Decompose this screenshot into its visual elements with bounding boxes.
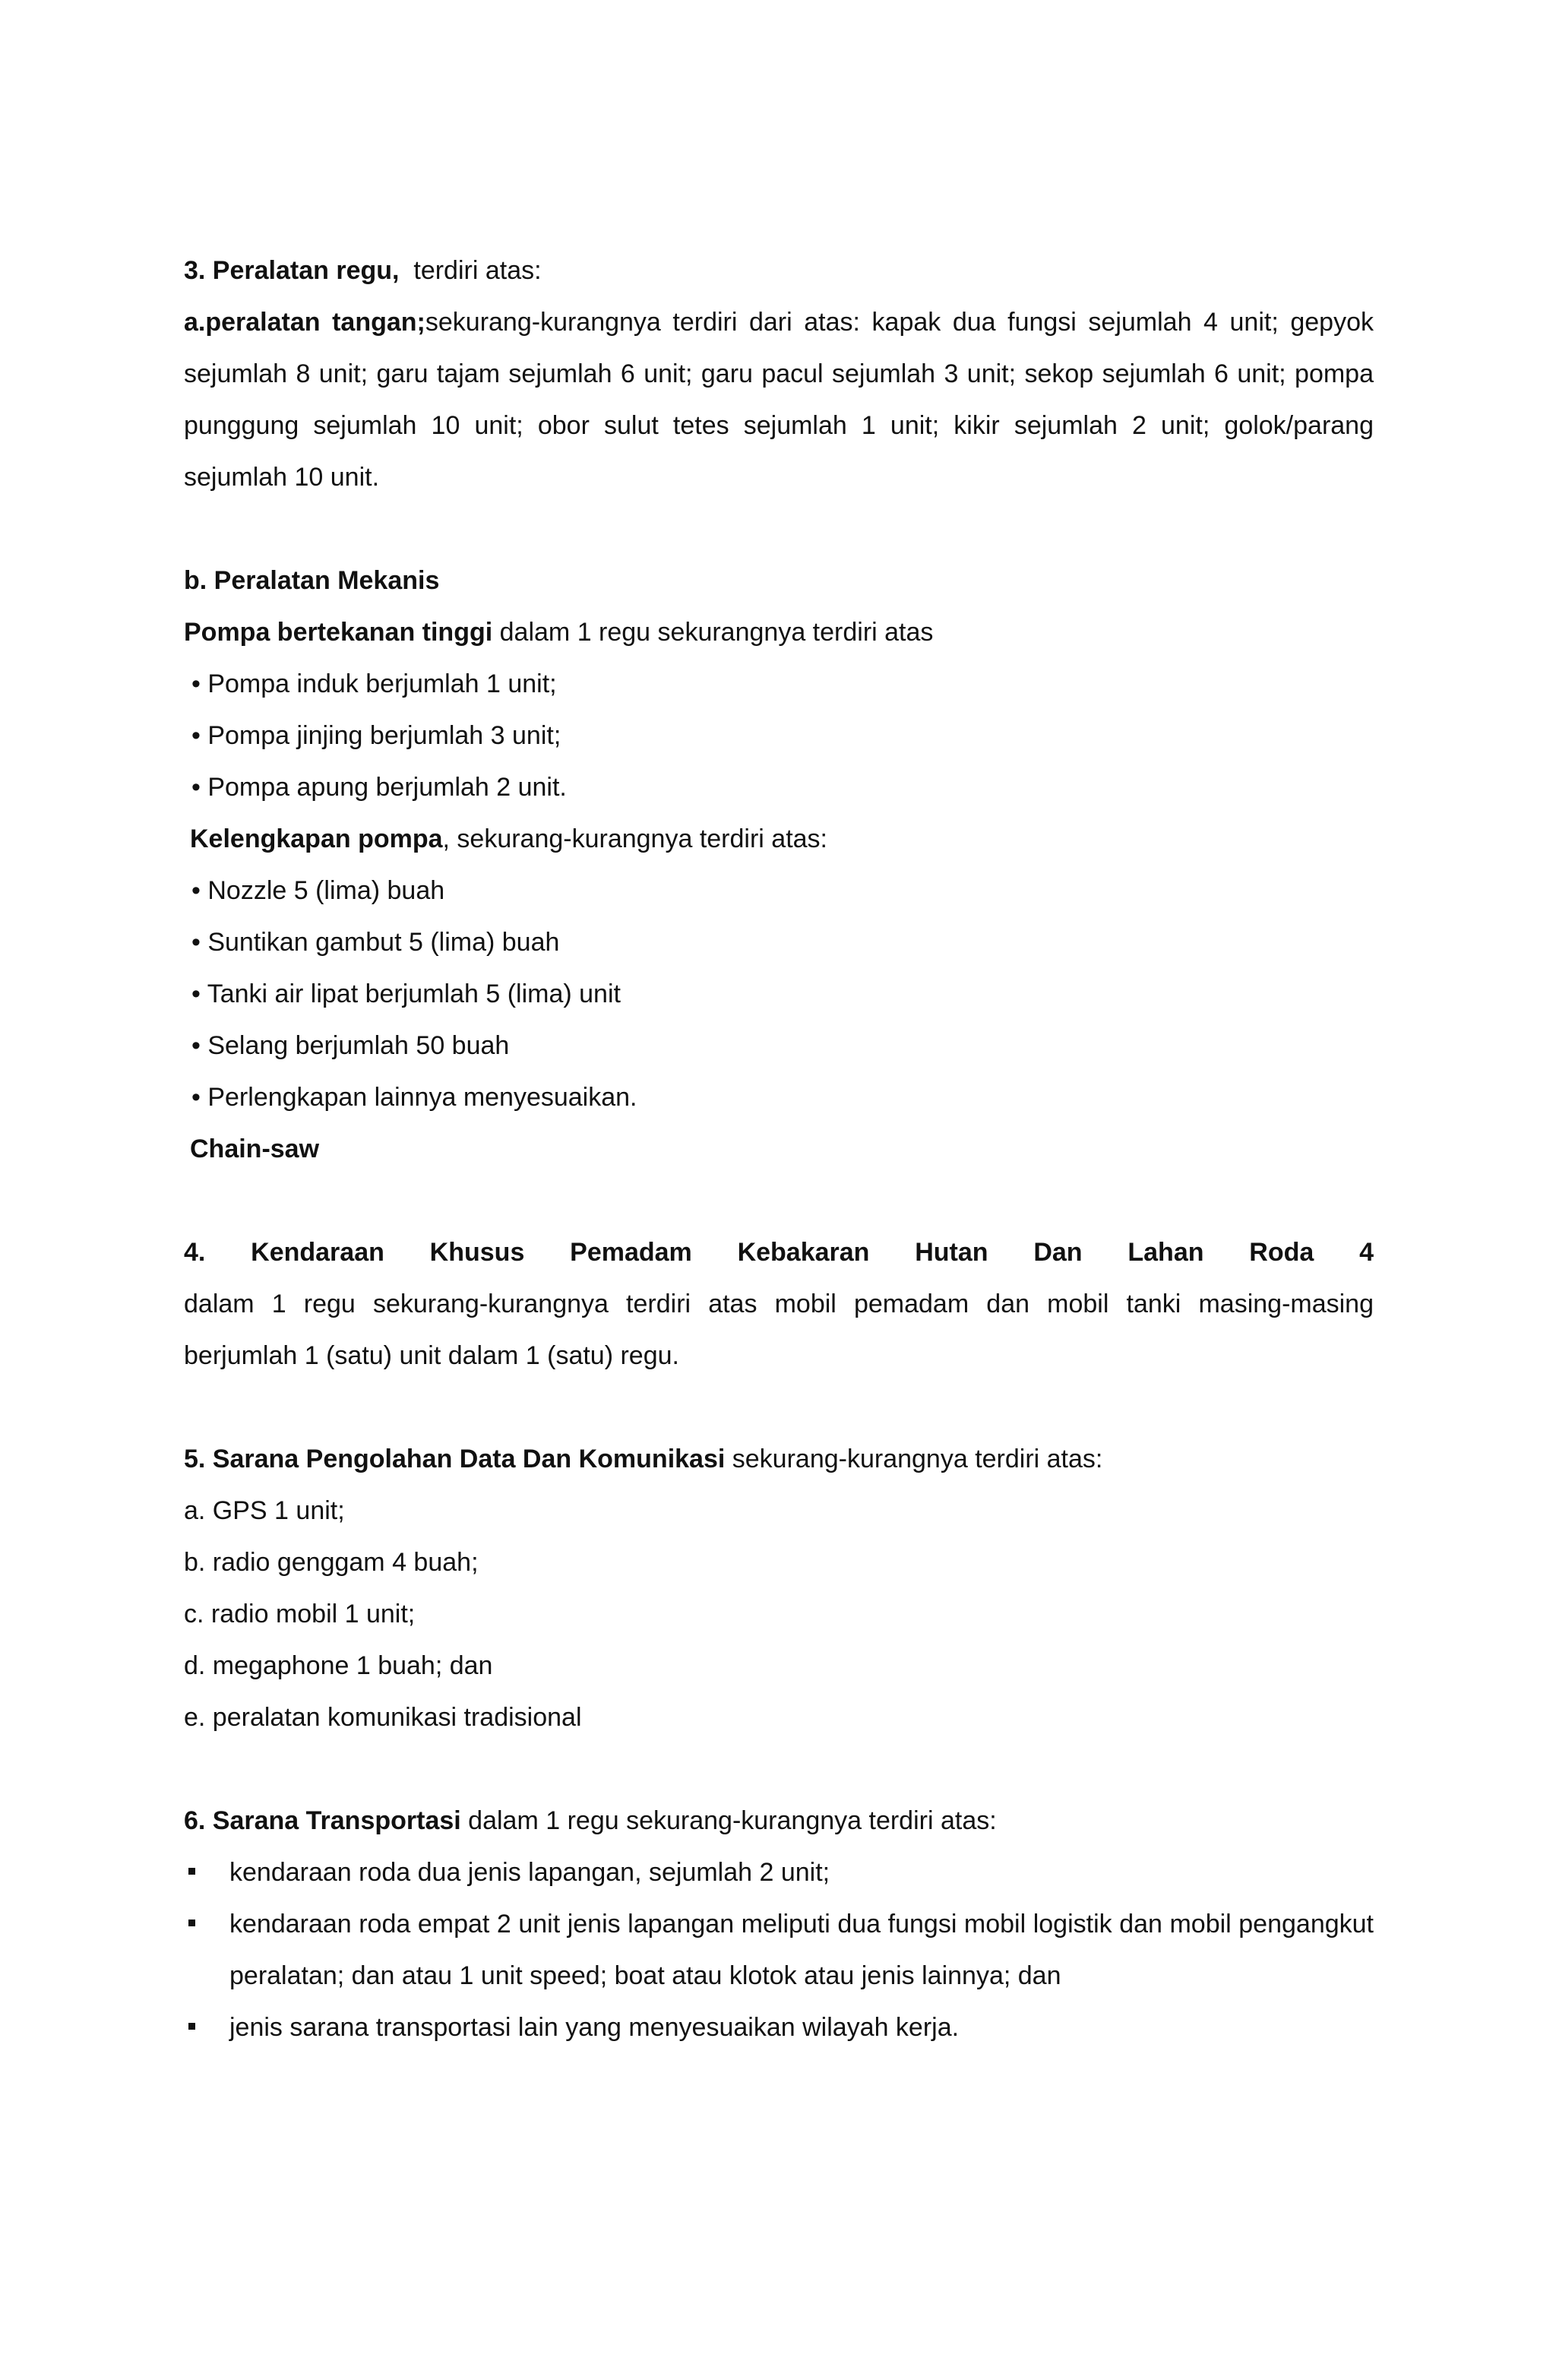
spacer	[184, 1175, 1374, 1226]
section-5-item: a. GPS 1 unit;	[184, 1496, 345, 1525]
section-6-item-text: kendaraan roda empat 2 unit jenis lapangan meliputi dua fungsi mobil logistik dan mobil pengangkut peralatan; dan atau 1 unit speed; boat atau klotok atau jenis lainnya; dan	[229, 1910, 1374, 1990]
kelengkapan-item: • Nozzle 5 (lima) buah	[191, 876, 445, 905]
section-5-heading-line	[184, 1433, 1374, 1485]
section-5-item: e. peralatan komunikasi tradisional	[184, 1703, 582, 1732]
section-3-heading-line	[184, 245, 1374, 296]
section-6-heading-rest: dalam 1 regu sekurang-kurangnya terdiri atas:	[460, 1806, 997, 1835]
pompa-item: • Pompa induk berjumlah 1 unit;	[191, 669, 557, 698]
section-5-heading: 5. Sarana Pengolahan Data Dan Komunikasi	[184, 1445, 726, 1473]
pompa-line	[184, 606, 1374, 658]
document-body	[184, 245, 1374, 2053]
section-3-heading-rest: terdiri atas:	[413, 256, 542, 285]
kelengkapan-item: • Tanki air lipat berjumlah 5 (lima) unit	[191, 980, 621, 1008]
square-bullet-icon	[188, 1920, 195, 1926]
section-3a-text: sekurang-kurangnya terdiri dari atas: kapak dua fungsi sejumlah 4 unit; gepyok sejumlah 8 unit; garu tajam sejumlah 6 unit; garu pacul sejumlah 3 unit; sekop sejumlah 6 unit; pompa punggung sejumlah 10 unit; obor sulut tetes sejumlah 1 unit; kikir sejumlah 2 unit; golok/parang sejumlah 10 unit.	[184, 308, 1374, 492]
kelengkapan-text: , sekurang-kurangnya terdiri atas:	[442, 824, 827, 853]
section-6-item	[184, 2002, 1374, 2053]
section-6-list	[184, 1847, 1374, 2053]
pompa-text: dalam 1 regu sekurangnya terdiri atas	[499, 618, 934, 647]
section-6-item-text: jenis sarana transportasi lain yang menyesuaikan wilayah kerja.	[229, 2013, 960, 2042]
section-4-text: dalam 1 regu sekurang-kurangnya terdiri atas mobil pemadam dan mobil tanki masing-masing berjumlah 1 (satu) unit dalam 1 (satu) regu.	[184, 1290, 1374, 1370]
section-3b-heading-text: b. Peralatan Mekanis	[184, 566, 440, 595]
section-6-heading: 6. Sarana Transportasi	[184, 1806, 461, 1835]
section-5-item: d. megaphone 1 buah; dan	[184, 1651, 493, 1680]
square-bullet-icon	[188, 2023, 195, 2030]
section-3b-heading	[184, 555, 1374, 606]
spacer	[184, 1381, 1374, 1433]
kelengkapan-item: • Selang berjumlah 50 buah	[191, 1031, 510, 1060]
section-6-item	[184, 1898, 1374, 2002]
section-5-item: c. radio mobil 1 unit;	[184, 1600, 416, 1628]
section-6-item	[184, 1847, 1374, 1898]
pompa-item: • Pompa jinjing berjumlah 3 unit;	[191, 721, 561, 750]
chainsaw-label: Chain-saw	[190, 1135, 320, 1163]
square-bullet-icon	[188, 1868, 195, 1875]
kelengkapan-line	[184, 813, 1374, 865]
kelengkapan-item: • Suntikan gambut 5 (lima) buah	[191, 928, 560, 957]
pompa-item: • Pompa apung berjumlah 2 unit.	[191, 773, 567, 802]
section-3a-paragraph	[184, 296, 1374, 503]
section-3-heading: 3. Peralatan regu,	[184, 256, 400, 285]
pompa-label: Pompa bertekanan tinggi	[184, 618, 493, 647]
section-3a-label: a.peralatan tangan;	[184, 308, 425, 337]
spacer	[184, 1743, 1374, 1795]
chainsaw-line	[184, 1123, 1374, 1175]
spacer	[184, 503, 1374, 555]
section-5-heading-rest: sekurang-kurangnya terdiri atas:	[725, 1445, 1103, 1473]
kelengkapan-label: Kelengkapan pompa	[190, 824, 443, 853]
section-6-heading-line	[184, 1795, 1374, 1847]
section-5-item: b. radio genggam 4 buah;	[184, 1548, 479, 1577]
section-6-item-text: kendaraan roda dua jenis lapangan, sejumlah 2 unit;	[229, 1858, 830, 1887]
section-4-heading	[184, 1226, 1374, 1278]
kelengkapan-item: • Perlengkapan lainnya menyesuaikan.	[191, 1083, 637, 1112]
section-4-heading-text: 4. Kendaraan Khusus Pemadam Kebakaran Hutan Dan Lahan Roda 4	[184, 1238, 1374, 1267]
